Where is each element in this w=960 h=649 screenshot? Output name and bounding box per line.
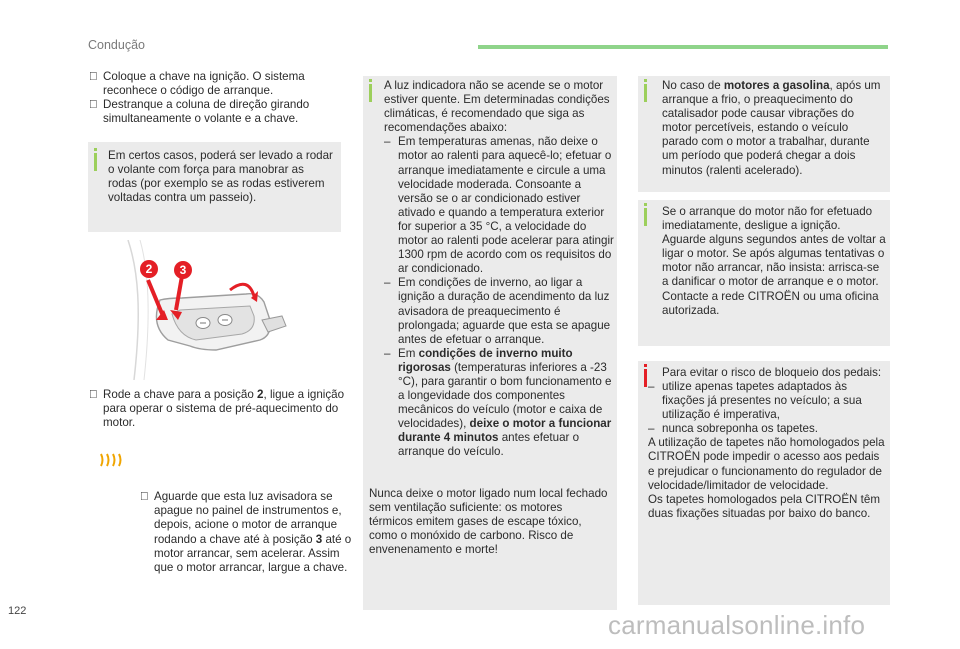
step-arrow-icon (89, 388, 98, 402)
callout-2: 2 (140, 260, 158, 278)
key-figure (120, 240, 310, 380)
steps-top (89, 70, 341, 126)
list-item: – Em condições de inverno muito rigorosas (temperaturas inferiores a -23 °C), para garantir o bom funcionamento e a longevidade dos componentes mecânicos do veículo (motor e caixa de velocidades), deixe o motor a funcionar durante 4 minutos antes efetuar o arranque do veículo. (384, 347, 614, 460)
info-icon (94, 153, 97, 171)
info-box-recommendations: A luz indicadora não se acende se o motor estiver quente. Em determinadas condições climáticas, é recomendado que siga as recomendações abaixo: – Em temperaturas amenas, não deixe o motor ao ralenti para aquecê-lo; efetuar o arranque imediatamente e circule a uma velocidade moderada. Consoante a versão se o ar condicionado estiver ativado e quando a temperatura exterior for superior a 35 °C, a velocidade do motor ao ralenti pode acelerar para atingir 1300 rpm de acordo com os requisitos do ar condicionado. – Em condições de inverno, ao ligar a ignição a duração de acendimento da luz avisadora de preaquecimento é prolongada; aguarde que esta se apague antes de efetuar o arranque. – Em condições de inverno muito rigorosas (temperaturas inferiores a -23 °C), para garantir o bom funcionamento e a longevidade dos componentes mecânicos do veículo (motor e caixa de velocidades), deixe o motor a funcionar durante 4 minutos antes efetuar o arranque do veículo. Nunca deixe o motor ligado num local fechado sem ventilação suficiente: os motores térmicos emitem gases de escape tóxico, como o monóxido de carbono. Risco de envenenamento e morte! (363, 76, 617, 610)
step-arrow-icon (89, 98, 98, 112)
warning-icon (644, 369, 647, 387)
step-rotate-key: Rode a chave para a posição 2, ligue a ignição para operar o sistema de pré-aquecimento do motor. (89, 388, 355, 430)
warning-box-floor-mats: Para evitar o risco de bloqueio dos pedais: – utilize apenas tapetes adaptados às fixações já presentes no veículo; a sua utilização é imperativa, – nunca sobreponha os tapetes. A utilização de tapetes não homologados pela CITROËN pode impedir o acesso aos pedais e prejudicar o funcionamento do regulador de velocidade/limitador de velocidade. Os tapetes homologados pela CITROËN têm duas fixações situadas por baixo do banco. (638, 361, 890, 605)
callout-3: 3 (174, 261, 192, 279)
list-item: – Em condições de inverno, ao ligar a ignição a duração de acendimento da luz avisadora de preaquecimento é prolongada; aguarde que esta se apague antes de efetuar o arranque. (384, 276, 614, 346)
page-number: 122 (8, 605, 27, 617)
list-item: – nunca sobreponha os tapetes. (648, 422, 886, 436)
section-accent-bar (478, 45, 888, 49)
step-arrow-icon (89, 70, 98, 84)
info-icon (644, 208, 647, 226)
step-item: Coloque a chave na ignição. O sistema reconhece o código de arranque. (89, 70, 341, 98)
info-box-steering: Em certos casos, poderá ser levado a rodar o volante com força para manobrar as rodas (por exemplo se as rodas estiverem voltadas contra um passeio). (88, 142, 341, 232)
info-icon (644, 84, 647, 102)
step-item: Destranque a coluna de direção girando simultaneamente o volante e a chave. (89, 98, 341, 126)
watermark: carmanualsonline.info (608, 610, 866, 640)
step-arrow-icon (140, 490, 149, 504)
info-box-petrol-engines: No caso de motores a gasolina, após um arranque a frio, o preaquecimento do catalisador pode causar vibrações do motor percetíveis, estando o veículo parado com o motor a trabalhar, durante um período que poderá chegar a dois minutos (ralenti acelerado). (638, 76, 890, 192)
info-icon (369, 84, 372, 102)
section-title: Condução (88, 38, 145, 52)
list-item: – Em temperaturas amenas, não deixe o motor ao ralenti para aquecê-lo; efetuar o arranque imediatamente e circule a uma velocidade moderada. Consoante a versão se o ar condicionado estiver ativado e quando a temperatura exterior for superior a 35 °C, a velocidade do motor ao ralenti pode acelerar para atingir 1300 rpm de acordo com os requisitos do ar condicionado. (384, 135, 614, 276)
list-item: – utilize apenas tapetes adaptados às fixações já presentes no veículo; a sua utilização é imperativa, (648, 380, 886, 422)
info-box-start-failure: Se o arranque do motor não for efetuado imediatamente, desligue a ignição. Aguarde alguns segundos antes de voltar a ligar o motor. Se após algumas tentativas o motor não arrancar, não insista: arrisca-se a danificar o motor de arranque e o motor. Contacte a rede CITROËN ou uma oficina autorizada. (638, 200, 890, 346)
step-glow-plug: Aguarde que esta luz avisadora se apague no painel de instrumentos e, depois, acione o motor de arranque rodando a chave até à posição 3 até o motor arrancar, sem acelerar. Assim que o motor arrancar, largue a chave. (140, 490, 354, 575)
glow-plug-warning-icon (98, 452, 124, 468)
